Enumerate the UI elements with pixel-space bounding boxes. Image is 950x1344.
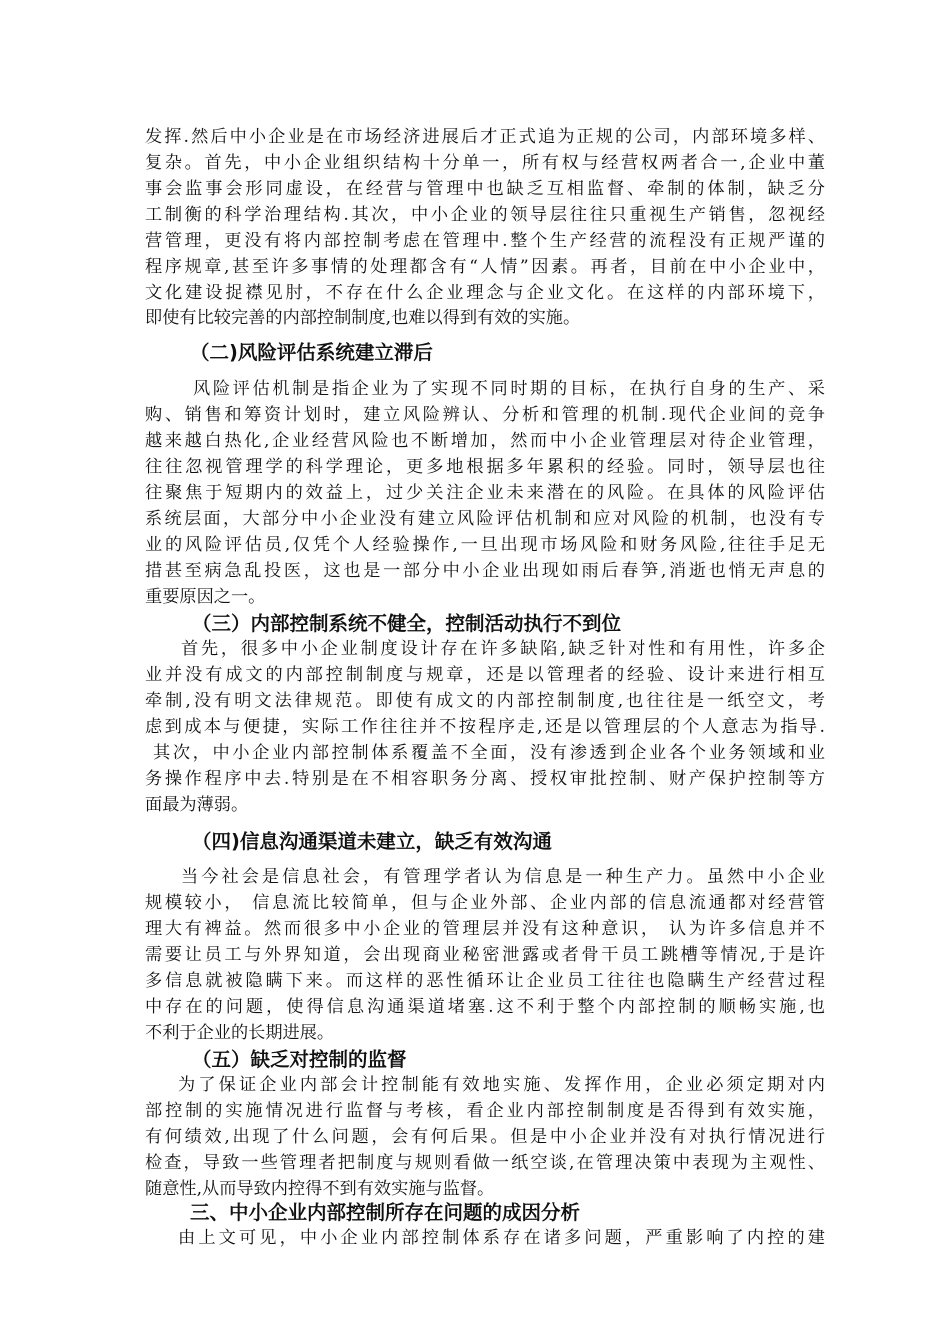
text-line: 中存在的问题，使得信息沟通渠道堵塞.这不利于整个内部控制的顺畅实施,也 (145, 997, 825, 1017)
text-line: 业的风险评估员,仅凭个人经验操作,一旦出现市场风险和财务风险,往往手足无 (145, 535, 825, 555)
chapter-heading-cause-analysis: 三、中小企业内部控制所存在问题的成因分析 (190, 1201, 581, 1224)
text-line: 措甚至病急乱投医，这也是一部分中小企业出现如雨后春笋,消逝也悄无声息的 (145, 561, 825, 581)
text-line: 越来越白热化,企业经营风险也不断增加，然而中小企业管理层对待企业管理， (145, 431, 825, 451)
text-line: 程序规章,甚至许多事情的处理都含有“人情”因素。再者，目前在中小企业中， (145, 257, 825, 277)
text-line: 由上文可见，中小企业内部控制体系存在诸多问题，严重影响了内控的建 (178, 1228, 825, 1248)
text-line: 文化建设捉襟见肘，不存在什么企业理念与企业文化。在这样的内部环境下， (145, 283, 825, 303)
text-line: 务操作程序中去.特别是在不相容职务分离、授权审批控制、财产保护控制等方 (145, 769, 825, 789)
text-line: 事会监事会形同虚设，在经营与管理中也缺乏互相监督、牵制的体制，缺乏分 (145, 179, 825, 199)
text-line: 首先，很多中小企业制度设计存在许多缺陷,缺乏针对性和有用性，许多企 (181, 639, 825, 659)
text-line: 需要让员工与外界知道，会出现商业秘密泄露或者骨干员工跳槽等情况,于是许 (145, 945, 825, 965)
text-line: 为了保证企业内部会计控制能有效地实施、发挥作用，企业必须定期对内 (178, 1075, 825, 1095)
text-line: 多信息就被隐瞒下来。而这样的恶性循环让企业员工往往也隐瞒生产经营过程 (145, 971, 825, 991)
text-line: 理大有裨益。然而很多中小企业的管理层并没有这种意识， 认为许多信息并不 (145, 919, 825, 939)
text-line: 面最为薄弱。 (145, 795, 249, 815)
text-line: 工制衡的科学治理结构.其次，中小企业的领导层往往只重视生产销售，忽视经 (145, 205, 825, 225)
text-line: 系统层面，大部分中小企业没有建立风险评估机制和应对风险的机制，也没有专 (145, 509, 825, 529)
text-line: 检查，导致一些管理者把制度与规则看做一纸空谈,在管理决策中表现为主观性、 (145, 1153, 825, 1173)
section-heading-risk-assessment: （二)风险评估系统建立滞后 (190, 341, 433, 364)
text-line: 营管理，更没有将内部控制考虑在管理中.整个生产经营的流程没有正规严谨的 (145, 231, 825, 251)
text-line: 发挥.然后中小企业是在市场经济进展后才正式追为正规的公司，内部环境多样、 (145, 127, 825, 147)
text-line: 复杂。首先，中小企业组织结构十分单一，所有权与经营权两者合一,企业中董 (145, 153, 825, 173)
text-line: 部控制的实施情况进行监督与考核，看企业内部控制制度是否得到有效实施， (145, 1101, 825, 1121)
section-heading-supervision: （五）缺乏对控制的监督 (192, 1048, 407, 1071)
text-line: 业并没有成文的内部控制制度与规章，还是以管理者的经验、设计来进行相互 (145, 665, 825, 685)
text-line: 牵制,没有明文法律规范。即使有成文的内部控制制度,也往往是一纸空文，考 (145, 691, 825, 711)
text-line: 重要原因之一。 (145, 587, 266, 607)
text-line: 风险评估机制是指企业为了实现不同时期的目标，在执行自身的生产、采 (193, 379, 825, 399)
text-line: 虑到成本与便捷，实际工作往往并不按程序走,还是以管理层的个人意志为指导. (145, 717, 825, 737)
text-line: 往聚焦于短期内的效益上，过少关注企业未来潜在的风险。在具体的风险评估 (145, 483, 825, 503)
text-line: 随意性,从而导致内控得不到有效实施与监督。 (145, 1179, 495, 1199)
text-line: 当今社会是信息社会，有管理学者认为信息是一种生产力。虽然中小企业 (181, 867, 825, 887)
text-line: 有何绩效,出现了什么问题，会有何后果。但是中小企业并没有对执行情况进行 (145, 1127, 825, 1147)
text-line: 往往忽视管理学的科学理论，更多地根据多年累积的经验。同时，领导层也往 (145, 457, 825, 477)
text-line: 其次，中小企业内部控制体系覆盖不全面，没有渗透到企业各个业务领域和业 (153, 743, 825, 763)
section-heading-communication: （四)信息沟通渠道未建立，缺乏有效沟通 (192, 830, 552, 853)
text-line: 不利于企业的长期进展。 (145, 1023, 335, 1043)
text-line: 购、销售和筹资计划时，建立风险辨认、分析和管理的机制.现代企业间的竞争 (145, 405, 825, 425)
text-line: 即使有比较完善的内部控制制度,也难以得到有效的实施。 (145, 308, 581, 328)
section-heading-internal-control: （三）内部控制系统不健全，控制活动执行不到位 (192, 612, 622, 635)
text-line: 规模较小， 信息流比较简单，但与企业外部、企业内部的信息流通都对经营管 (145, 893, 825, 913)
